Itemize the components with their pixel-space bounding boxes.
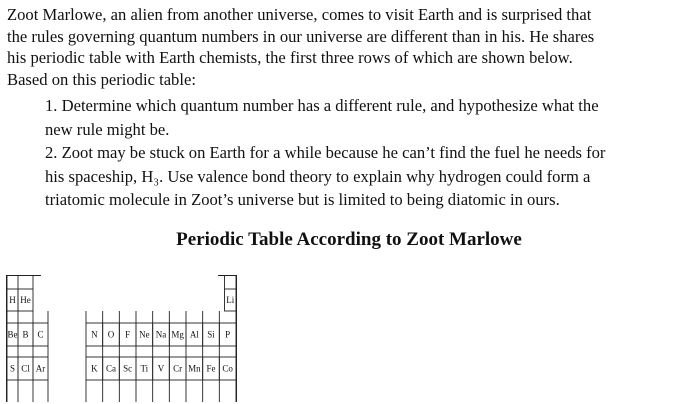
intro-line: Zoot Marlowe, an alien from another universe, comes to visit Earth and is surprised that (7, 5, 592, 24)
element-symbol: C (37, 329, 44, 340)
element-symbol: Fe (206, 363, 216, 374)
element-symbol: Si (207, 329, 215, 340)
intro-line: Based on this periodic table: (7, 69, 196, 89)
question-1-line: 1. Determine which quantum number has a different rule, and hypothesize what the (45, 96, 599, 115)
question-2-line: triatomic molecule in Zoot’s universe but is limited to being diatomic in ours. (45, 190, 560, 209)
element-symbol: V (157, 363, 165, 374)
element-symbol: Ar (35, 363, 46, 374)
element-symbol: He (20, 295, 31, 305)
question-1-line: new rule might be. (45, 119, 170, 139)
element-symbol: Al (189, 329, 199, 340)
element-symbol: S (9, 363, 16, 374)
element-symbol: Cr (173, 363, 183, 374)
table-title: Periodic Table According to Zoot Marlowe (176, 229, 522, 250)
element-symbol: N (91, 329, 98, 340)
element-symbol: K (91, 363, 98, 374)
element-symbol: Cl (21, 363, 30, 374)
element-symbol: F (125, 329, 131, 340)
element-symbol: Mg (171, 329, 184, 340)
question-2-line: his spaceship, H₃. Use valence bond theory to explain why hydrogen could form a (45, 166, 591, 186)
element-symbol: Li (226, 295, 235, 305)
element-symbol: Na (155, 329, 167, 340)
element-symbol: Co (222, 363, 233, 374)
element-symbol: H (9, 295, 16, 305)
element-symbol: Mn (188, 363, 201, 374)
intro-line: his periodic table with Earth chemists, the first three rows of which are shown below. (7, 48, 573, 67)
element-symbol: Ne (139, 329, 150, 340)
element-symbol: Sc (123, 363, 133, 374)
intro-line: the rules governing quantum numbers in our universe are different than in his. He shares (7, 26, 595, 46)
element-symbol: Be (7, 329, 18, 340)
element-symbol: B (22, 329, 29, 340)
element-symbol: Ca (106, 363, 116, 374)
element-symbol: Ti (140, 363, 149, 374)
element-symbol: P (225, 329, 231, 340)
question-2-line: 2. Zoot may be stuck on Earth for a while because he can’t find the fuel he needs for (45, 143, 606, 162)
element-symbol: O (107, 329, 115, 340)
